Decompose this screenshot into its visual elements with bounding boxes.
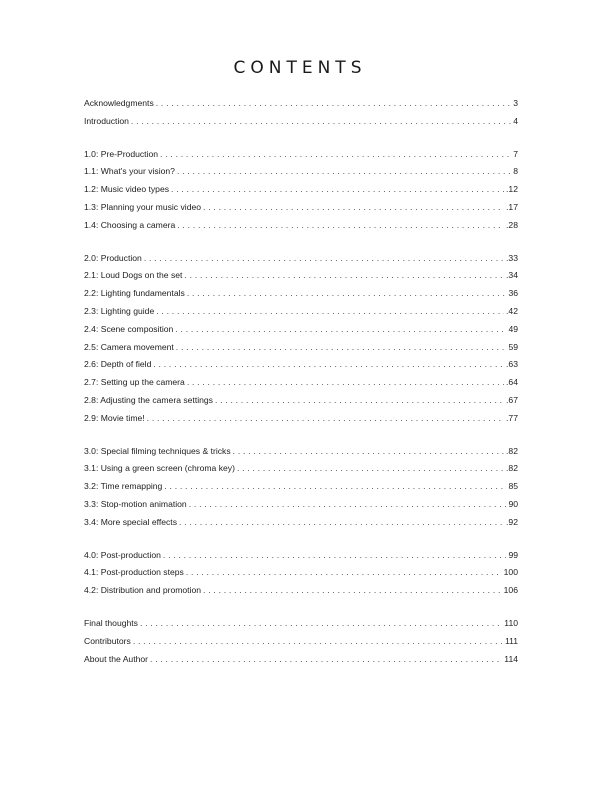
toc-entry-label: 1.3: Planning your music video <box>84 201 202 212</box>
toc-dot-leader <box>176 342 507 352</box>
toc-entry <box>84 202 518 220</box>
toc-entry-page-number: .64 <box>506 377 518 388</box>
toc-entry-page-number: 90 <box>508 498 518 509</box>
toc-entry <box>84 166 518 184</box>
toc-entry-page-number: .63 <box>506 359 518 370</box>
toc-entry <box>84 149 518 167</box>
toc-entry <box>84 324 518 342</box>
toc-entry <box>84 288 518 306</box>
toc-entry-label: 3.3: Stop-motion animation <box>84 498 187 509</box>
toc-entry <box>84 253 518 271</box>
toc-dot-leader <box>187 288 507 298</box>
page-title: CONTENTS <box>233 58 367 79</box>
toc-dot-leader <box>203 202 504 212</box>
toc-dot-leader <box>164 481 506 491</box>
toc-entry <box>84 654 518 672</box>
toc-group <box>84 149 518 238</box>
toc-entry-page-number: .33 <box>506 252 518 263</box>
toc-dot-leader <box>160 149 511 159</box>
toc-dot-leader <box>147 413 504 423</box>
toc-entry <box>84 342 518 360</box>
toc-dot-leader <box>233 446 504 456</box>
toc-entry-label: 2.2: Lighting fundamentals <box>84 288 185 299</box>
toc-entry-label: 4.1: Post-production steps <box>84 567 184 578</box>
toc-entry <box>84 377 518 395</box>
toc-dot-leader <box>177 166 511 176</box>
toc-entry-page-number: .67 <box>506 394 518 405</box>
toc-entry <box>84 220 518 238</box>
toc-dot-leader <box>133 636 503 646</box>
toc-dot-leader <box>215 395 504 405</box>
toc-dot-leader <box>144 253 504 263</box>
toc-entry-page-number: 106 <box>503 585 518 596</box>
toc-entry-label: 2.0: Production <box>84 252 142 263</box>
toc-entry-page-number: .28 <box>506 219 518 230</box>
toc-group <box>84 98 518 134</box>
toc-entry <box>84 413 518 431</box>
toc-entry-page-number: .17 <box>506 201 518 212</box>
toc-entry-page-number: 4 <box>513 115 518 126</box>
toc-group <box>84 550 518 603</box>
toc-entry-label: 1.2: Music video types <box>84 184 170 195</box>
toc-dot-leader <box>187 377 504 387</box>
toc-dot-leader <box>156 98 511 108</box>
toc-dot-leader <box>131 116 511 126</box>
toc-entry <box>84 270 518 288</box>
toc-dot-leader <box>179 517 504 527</box>
toc-dot-leader <box>175 324 506 334</box>
toc-entry-label: Contributors <box>84 635 131 646</box>
toc-entry-label: 3.2: Time remapping <box>84 481 163 492</box>
toc-entry-label: Acknowledgments <box>84 98 154 108</box>
toc-dot-leader <box>163 550 507 560</box>
toc-entry-label: 2.7: Setting up the camera <box>84 377 185 388</box>
toc-group <box>84 446 518 535</box>
toc-entry-label: 4.0: Post-production <box>84 549 161 560</box>
toc-entry-page-number: 8 <box>513 166 518 177</box>
toc-entry-label: 2.4: Scene composition <box>84 323 174 334</box>
toc-entry-page-number: .82 <box>506 463 518 474</box>
toc-entry-page-number: 7 <box>513 148 518 159</box>
toc-entry-page-number: .82 <box>506 445 518 456</box>
toc-dot-leader <box>203 585 502 595</box>
toc-entry-page-number: 85 <box>508 481 518 492</box>
toc-entry <box>84 499 518 517</box>
toc-dot-leader <box>140 618 502 628</box>
toc-dot-leader <box>189 499 507 509</box>
toc-entry-page-number: 111 <box>504 635 518 646</box>
toc-entry-page-number: 110 <box>504 617 518 628</box>
toc-entry-label: 1.0: Pre-Production <box>84 148 159 159</box>
toc-entry <box>84 395 518 413</box>
toc-entry <box>84 618 518 636</box>
toc-entry-page-number: 59 <box>508 341 518 352</box>
toc-entry-label: 3.0: Special filming techniques & tricks <box>84 445 231 456</box>
toc-entry-label: About the Author <box>84 653 149 664</box>
toc-entry <box>84 481 518 499</box>
toc-dot-leader <box>186 567 502 577</box>
toc-entry <box>84 636 518 654</box>
toc-entry <box>84 463 518 481</box>
toc-entry-label: 4.2: Distribution and promotion <box>84 585 202 596</box>
toc-entry-label: 2.3: Lighting guide <box>84 305 155 316</box>
toc-entry <box>84 116 518 134</box>
toc-entry-label: 1.4: Choosing a camera <box>84 219 176 230</box>
toc-entry-page-number: 3 <box>513 98 518 108</box>
toc-entry-label: 2.9: Movie time! <box>84 412 145 423</box>
toc-entry-page-number: 100 <box>503 567 518 578</box>
toc-entry <box>84 550 518 568</box>
toc-dot-leader <box>153 359 504 369</box>
table-of-contents <box>84 98 518 686</box>
toc-entry-page-number: 114 <box>504 653 518 664</box>
toc-entry-page-number: .34 <box>506 270 518 281</box>
toc-dot-leader <box>156 306 504 316</box>
toc-entry-page-number: .92 <box>506 516 518 527</box>
toc-entry <box>84 184 518 202</box>
toc-dot-leader <box>184 270 504 280</box>
toc-entry-label: 3.1: Using a green screen (chroma key) <box>84 463 235 474</box>
toc-entry <box>84 567 518 585</box>
toc-dot-leader <box>177 220 504 230</box>
toc-entry <box>84 98 518 116</box>
toc-dot-leader <box>237 463 504 473</box>
toc-entry-label: 1.1: What's your vision? <box>84 166 175 177</box>
toc-group <box>84 618 518 671</box>
toc-entry-page-number: 36 <box>508 288 518 299</box>
toc-entry-label: 2.8: Adjusting the camera settings <box>84 394 213 405</box>
toc-entry-label: Introduction <box>84 115 129 126</box>
toc-entry-page-number: 99 <box>508 549 518 560</box>
toc-entry-label: 3.4: More special effects <box>84 516 177 527</box>
toc-entry-page-number: .42 <box>506 305 518 316</box>
toc-entry-page-number: .12 <box>506 184 518 195</box>
toc-dot-leader <box>171 184 504 194</box>
toc-entry-label: 2.1: Loud Dogs on the set <box>84 270 183 281</box>
toc-entry <box>84 517 518 535</box>
toc-entry <box>84 359 518 377</box>
toc-entry <box>84 306 518 324</box>
toc-entry-page-number: 49 <box>508 323 518 334</box>
toc-group <box>84 253 518 431</box>
toc-entry-label: Final thoughts <box>84 617 138 628</box>
toc-entry-label: 2.5: Camera movement <box>84 341 174 352</box>
toc-entry-page-number: .77 <box>506 412 518 423</box>
toc-entry <box>84 446 518 464</box>
toc-entry-label: 2.6: Depth of field <box>84 359 152 370</box>
toc-dot-leader <box>150 654 502 664</box>
toc-entry <box>84 585 518 603</box>
